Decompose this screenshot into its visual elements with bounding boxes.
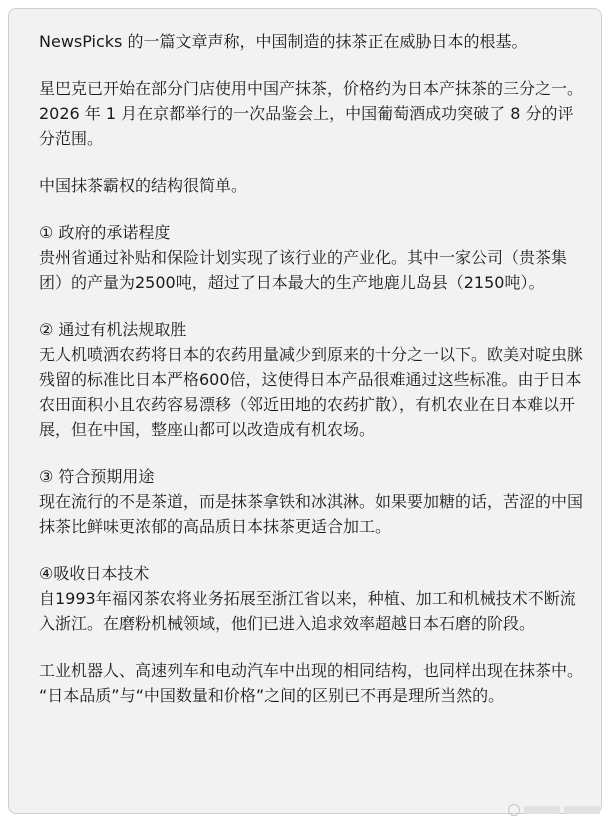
post-card [8, 8, 602, 814]
spacer [39, 636, 587, 658]
point-body-organic: 无人机喷洒农药将日本的农药用量减少到原来的十分之一以下。欧美对啶虫脒残留的标准比日本严格600倍，这使得日本产品很难通过这些标准。由于日本农田面积小且农药容易漂移（邻近田地的农药扩散），有机农业在日本难以开展，但在中国，整座山都可以改造成有机农场。 [39, 345, 584, 439]
spacer [39, 54, 587, 76]
spacer [39, 539, 587, 561]
watermark-text-blur [564, 806, 600, 814]
point-heading-usage: ③ 符合预期用途 [39, 467, 155, 486]
point-body-usage: 现在流行的不是茶道，而是抹茶拿铁和冰淇淋。如果要加糖的话，苦涩的中国抹茶比鲜味更浓郁的高品质日本抹茶更适合加工。 [39, 492, 584, 536]
point-body-technology: 自1993年福冈茶农将业务拓展至浙江省以来，种植、加工和机械技术不断流入浙江。在磨粉机械领域，他们已进入追求效率超越日本石磨的阶段。 [39, 589, 576, 633]
starbucks-paragraph: 星巴克已开始在部分门店使用中国产抹茶，价格约为日本产抹茶的三分之一。 [39, 79, 584, 98]
point-heading-organic: ② 通过有机法规取胜 [39, 320, 187, 339]
watermark-logo-icon [508, 804, 520, 816]
watermark-text-blur [524, 806, 560, 814]
spacer [39, 442, 587, 464]
conclusion-paragraph-2: “日本品质”与“中国数量和价格”之间的区别已不再是理所当然的。 [39, 686, 505, 705]
spacer [39, 151, 587, 173]
structure-paragraph: 中国抹茶霸权的结构很简单。 [39, 176, 248, 195]
watermark [508, 804, 600, 816]
point-heading-government: ① 政府的承诺程度 [39, 223, 171, 242]
intro-paragraph: NewsPicks 的一篇文章声称，中国制造的抹茶正在威胁日本的根基。 [39, 32, 528, 51]
article-body [39, 29, 587, 708]
point-heading-technology: ④吸收日本技术 [39, 564, 150, 583]
spacer [39, 198, 587, 220]
tasting-paragraph: 2026 年 1 月在京都举行的一次品鉴会上，中国葡萄酒成功突破了 8 分的评分范围。 [39, 104, 574, 148]
conclusion-paragraph-1: 工业机器人、高速列车和电动汽车中出现的相同结构，也同样出现在抹茶中。 [39, 661, 584, 680]
point-body-government: 贵州省通过补贴和保险计划实现了该行业的产业化。其中一家公司（贵茶集团）的产量为2500吨，超过了日本最大的生产地鹿儿岛县（2150吨）。 [39, 248, 568, 292]
spacer [39, 295, 587, 317]
